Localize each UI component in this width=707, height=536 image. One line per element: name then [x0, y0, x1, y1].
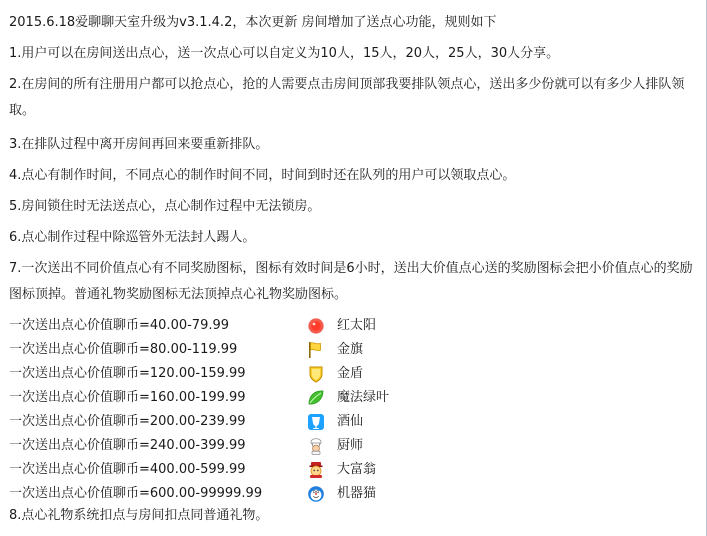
rule-2: 2.在房间的所有注册用户都可以抢点心，抢的人需要点击房间顶部我要排队领点心，送出多少份就可以有多少人排队领取。 [9, 77, 685, 118]
reward-name: 金旗 [337, 342, 364, 357]
rule-5: 5.房间锁住时无法送点心，点心制作过程中无法锁房。 [9, 199, 321, 214]
reward-name: 酒仙 [337, 414, 364, 429]
reward-row [9, 362, 699, 386]
reward-range: 一次送出点心价值聊币=120.00-159.99 [9, 366, 246, 381]
rule-3: 3.在排队过程中离开房间再回来要重新排队。 [9, 137, 269, 152]
reward-range: 一次送出点心价值聊币=240.00-399.99 [9, 438, 246, 453]
reward-range: 一次送出点心价值聊币=400.00-599.99 [9, 462, 246, 477]
gold-shield-icon [307, 365, 325, 383]
chef-icon [307, 437, 325, 455]
rule-4: 4.点心有制作时间，不同点心的制作时间不同，时间到时还在队列的用户可以领取点心。 [9, 168, 516, 183]
reward-range: 一次送出点心价值聊币=80.00-119.99 [9, 342, 238, 357]
rule-7: 7.一次送出不同价值点心有不同奖励图标，图标有效时间是6小时，送出大价值点心送的奖励图标会把小价值点心的奖励图标顶掉。普通礼物奖励图标无法顶掉点心礼物奖励图标。 [9, 261, 693, 302]
reward-row [9, 434, 699, 458]
reward-range: 一次送出点心价值聊币=40.00-79.99 [9, 318, 230, 333]
tycoon-icon [307, 461, 325, 479]
robot-cat-icon [307, 485, 325, 503]
update-notice-document [9, 13, 699, 526]
reward-row [9, 482, 699, 506]
reward-icon-table [9, 314, 699, 506]
reward-name: 魔法绿叶 [337, 390, 390, 405]
reward-row [9, 410, 699, 434]
reward-name: 机器猫 [337, 486, 377, 501]
rule-1: 1.用户可以在房间送出点心，送一次点心可以自定义为10人，15人，20人，25人，30人分享。 [9, 46, 560, 61]
red-sun-icon [307, 317, 325, 335]
reward-row [9, 338, 699, 362]
reward-name: 红太阳 [337, 318, 377, 333]
rule-8: 8.点心礼物系统扣点与房间扣点同普通礼物。 [9, 508, 269, 523]
reward-name: 大富翁 [337, 462, 377, 477]
gold-flag-icon [307, 341, 325, 359]
wine-icon [307, 413, 325, 431]
reward-row [9, 458, 699, 482]
reward-row [9, 386, 699, 410]
reward-name: 厨师 [337, 438, 364, 453]
reward-range: 一次送出点心价值聊币=160.00-199.99 [9, 390, 246, 405]
green-leaf-icon [307, 389, 325, 407]
reward-range: 一次送出点心价值聊币=200.00-239.99 [9, 414, 246, 429]
reward-name: 金盾 [337, 366, 364, 381]
intro-text: 2015.6.18爱聊聊天室升级为v3.1.4.2，本次更新 房间增加了送点心功能，规则如下 [9, 15, 497, 30]
reward-range: 一次送出点心价值聊币=600.00-99999.99 [9, 486, 263, 501]
rule-6: 6.点心制作过程中除巡管外无法封人踢人。 [9, 230, 256, 245]
reward-row [9, 314, 699, 338]
